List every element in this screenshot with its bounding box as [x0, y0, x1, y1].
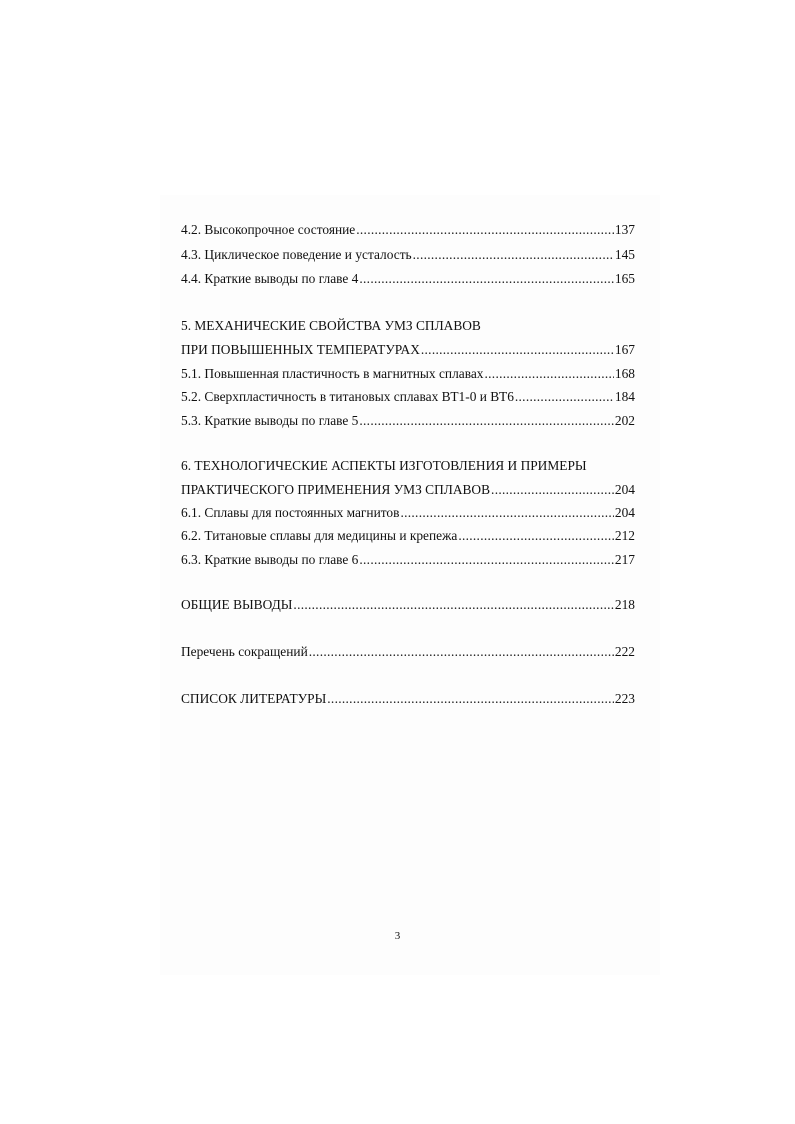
toc-entry-page: 202	[614, 413, 635, 428]
toc-leader-dots	[293, 597, 613, 613]
toc-entry-page: 168	[614, 366, 635, 381]
toc-entry-chapter-5[interactable]	[181, 342, 635, 358]
toc-entry-6-3[interactable]	[181, 552, 635, 568]
toc-leader-dots	[359, 552, 614, 568]
toc-entry-page: 222	[614, 644, 635, 659]
toc-entry-page: 212	[614, 528, 635, 543]
toc-entry-4-4[interactable]	[181, 271, 635, 287]
toc-entry-title: 4.2. Высокопрочное состояние	[181, 222, 356, 237]
toc-entry-title: Перечень сокращений	[181, 644, 308, 659]
toc-entry-title: СПИСОК ЛИТЕРАТУРЫ	[181, 691, 327, 706]
toc-entry-page: 145	[614, 247, 635, 262]
toc-entry-5-3[interactable]	[181, 413, 635, 429]
scanned-page-area	[160, 195, 660, 975]
toc-entry-page: 137	[614, 222, 635, 237]
toc-entry-conclusions[interactable]	[181, 597, 635, 613]
toc-leader-dots	[356, 222, 614, 238]
toc-leader-dots	[491, 482, 614, 498]
toc-entry-6-2[interactable]	[181, 528, 635, 544]
toc-entry-page: 217	[614, 552, 635, 567]
toc-entry-title: 5.2. Сверхпластичность в титановых сплавах ВТ1-0 и ВТ6	[181, 389, 514, 404]
toc-entry-4-2[interactable]	[181, 222, 635, 238]
toc-entry-5-1[interactable]	[181, 366, 635, 382]
page-number: 3	[394, 930, 401, 942]
toc-entry-title: 6.2. Титановые сплавы для медицины и крепежа	[181, 528, 458, 543]
toc-entry-references[interactable]	[181, 691, 635, 707]
toc-entry-title: ОБЩИЕ ВЫВОДЫ	[181, 597, 293, 612]
toc-entry-title: ПРИ ПОВЫШЕННЫХ ТЕМПЕРАТУРАХ	[181, 342, 420, 357]
toc-entry-page: 167	[614, 342, 635, 357]
toc-entry-title: 4.4. Краткие выводы по главе 4	[181, 271, 359, 286]
toc-entry-title: 4.3. Циклическое поведение и усталость	[181, 247, 412, 262]
toc-leader-dots	[413, 247, 614, 263]
toc-entry-page: 204	[614, 482, 635, 497]
toc-entry-page: 165	[614, 271, 635, 286]
toc-chapter-5-heading: 5. МЕХАНИЧЕСКИЕ СВОЙСТВА УМЗ СПЛАВОВ	[181, 318, 481, 333]
toc-entry-title: 5.3. Краткие выводы по главе 5	[181, 413, 359, 428]
toc-leader-dots	[458, 528, 614, 544]
toc-entry-title: 6.3. Краткие выводы по главе 6	[181, 552, 359, 567]
toc-leader-dots	[400, 505, 613, 521]
toc-leader-dots	[421, 342, 614, 358]
toc-entry-title: 5.1. Повышенная пластичность в магнитных сплавах	[181, 366, 484, 381]
toc-entry-6-1[interactable]	[181, 505, 635, 521]
toc-leader-dots	[309, 644, 614, 660]
toc-entry-page: 223	[614, 691, 635, 706]
toc-entry-title: ПРАКТИЧЕСКОГО ПРИМЕНЕНИЯ УМЗ СПЛАВОВ	[181, 482, 491, 497]
toc-entry-page: 184	[614, 389, 635, 404]
toc-leader-dots	[327, 691, 614, 707]
toc-entry-title: 6.1. Сплавы для постоянных магнитов	[181, 505, 400, 520]
toc-entry-abbreviations[interactable]	[181, 644, 635, 660]
toc-leader-dots	[359, 271, 614, 287]
toc-entry-5-2[interactable]	[181, 389, 635, 405]
toc-entry-4-3[interactable]	[181, 247, 635, 263]
toc-leader-dots	[359, 413, 614, 429]
toc-leader-dots	[485, 366, 614, 382]
toc-entry-chapter-6[interactable]	[181, 482, 635, 498]
toc-entry-page: 218	[614, 597, 635, 612]
toc-entry-page: 204	[614, 505, 635, 520]
toc-chapter-6-heading: 6. ТЕХНОЛОГИЧЕСКИЕ АСПЕКТЫ ИЗГОТОВЛЕНИЯ И ПРИМЕРЫ	[181, 458, 587, 473]
toc-leader-dots	[515, 389, 614, 405]
